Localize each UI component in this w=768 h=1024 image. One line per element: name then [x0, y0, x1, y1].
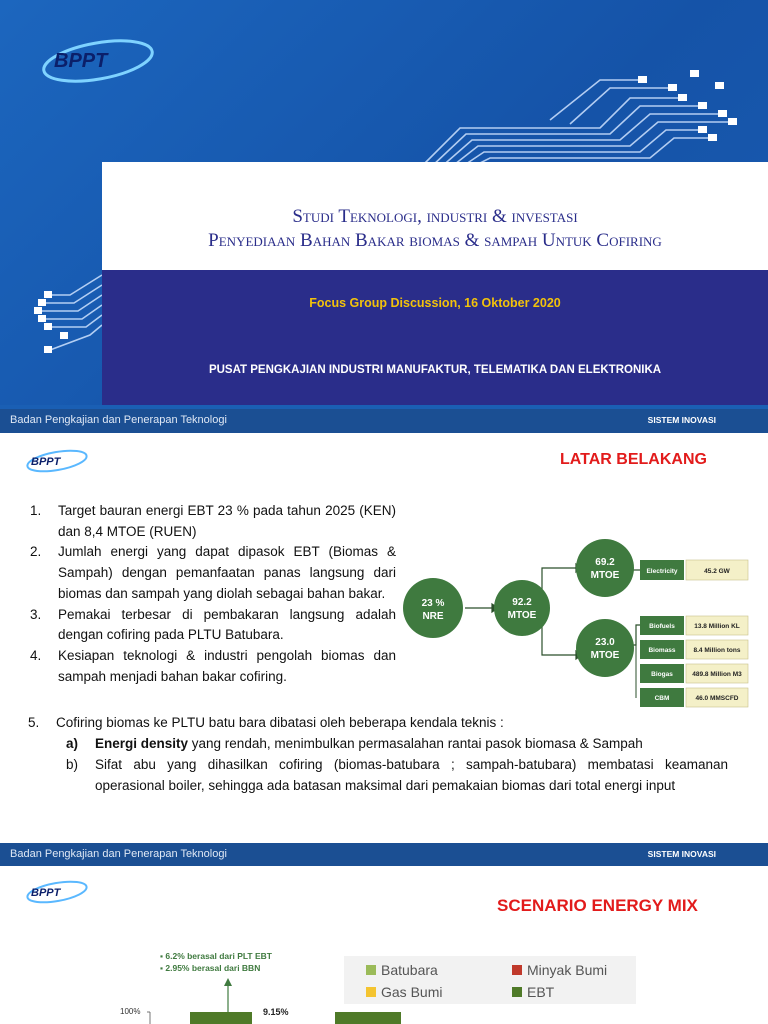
- lower-item: [640, 688, 748, 707]
- item-label: Biofuels: [649, 623, 675, 630]
- svg-text:BPPT: BPPT: [31, 456, 61, 468]
- circuit-decoration: [400, 60, 760, 170]
- lower-value: 23.0: [595, 637, 615, 648]
- list-item: [30, 501, 396, 542]
- item-label: Biomass: [648, 647, 676, 654]
- svg-text:BPPT: BPPT: [31, 887, 61, 899]
- note-text: 2.95% berasal dari BBN: [165, 963, 261, 973]
- legend-label: EBT: [527, 984, 555, 1000]
- legend-item: [366, 984, 442, 1000]
- legend: [344, 956, 636, 1004]
- footer-program: SISTEM INOVASI: [647, 415, 716, 425]
- footer-org: Badan Pengkajian dan Penerapan Teknologi: [10, 414, 227, 426]
- item-value: 489.8 Million M3: [692, 671, 742, 678]
- numbered-list: [30, 501, 396, 687]
- list-text: Pemakai terbesar di pembakaran langsung adalah dengan cofiring pada PLTU Batubara.: [58, 606, 396, 643]
- lower-circle: [576, 619, 634, 677]
- legend-swatch: [366, 987, 376, 997]
- legend-swatch: [366, 965, 376, 975]
- svg-text:BPPT: BPPT: [54, 50, 108, 72]
- list-item-5: [28, 713, 748, 734]
- note-text: 6.2% berasal dari PLT EBT: [165, 951, 272, 961]
- slide1-footer: [0, 409, 768, 433]
- total-unit: MTOE: [507, 610, 537, 621]
- arrow-head: [224, 978, 232, 986]
- item-label: CBM: [654, 695, 670, 702]
- nre-label: NRE: [422, 611, 444, 622]
- footer-program: SISTEM INOVASI: [647, 849, 716, 859]
- sub-letter: b): [66, 757, 79, 772]
- sub-item-a: [66, 734, 756, 755]
- item-label: Biogas: [651, 671, 673, 678]
- list-text: Cofiring biomas ke PLTU batu bara dibatasi oleh beberapa kendala teknis :: [56, 715, 504, 730]
- slide-title: LATAR BELAKANG: [560, 451, 707, 468]
- note: ▪ 6.2% berasal dari PLT EBT: [160, 951, 272, 961]
- nre-value: 23 %: [421, 598, 445, 609]
- y-tick-label: 100%: [120, 1007, 141, 1016]
- legend-label: Minyak Bumi: [527, 962, 608, 978]
- title-slide: [0, 0, 768, 433]
- slide2-footer: [0, 843, 768, 867]
- total-value: 92.2: [512, 597, 532, 608]
- lower-item: [640, 664, 748, 683]
- list-item: [30, 646, 396, 687]
- legend-label: Gas Bumi: [381, 984, 443, 1000]
- upper-value: 69.2: [595, 557, 615, 568]
- legend-item: [366, 962, 438, 978]
- legend-swatch: [512, 987, 522, 997]
- center-label: PUSAT PENGKAJIAN INDUSTRI MANUFAKTUR, TELEMATIKA DAN ELEKTRONIKA: [208, 364, 662, 376]
- list-text: Target bauran energi EBT 23 % pada tahun 2025 (KEN) dan 8,4 MTOE (RUEN): [58, 503, 396, 539]
- bar-label: 9.15%: [263, 1007, 289, 1017]
- sub-letter: a): [66, 736, 79, 751]
- list-number: 1.: [30, 503, 42, 518]
- sub-text: Sifat abu yang dihasilkan cofiring (biomas-batubara ; sampah-batubara) membatasi keamanan operasional boiler, sehingga ada batasan maksimal dari pemakaian biomas dari total energi input: [95, 757, 728, 793]
- item-label: Electricity: [646, 568, 678, 575]
- sub-item-b: [66, 755, 728, 796]
- list-number: 5.: [28, 715, 40, 730]
- bppt-logo: [24, 878, 90, 911]
- notes: [160, 950, 272, 974]
- total-circle: [494, 580, 550, 636]
- list-text: Jumlah energi yang dapat dipasok EBT (Biomas & Sampah) dengan pemanfaatan panas langsung dari biomas dan sampah yang diolah sebagai bahan bakar.: [58, 544, 396, 601]
- footer-org: Badan Pengkajian dan Penerapan Teknologi: [10, 848, 227, 860]
- energy-mix-slide: [0, 866, 768, 1024]
- event-label: Focus Group Discussion, 16 Oktober 2020: [309, 296, 561, 310]
- bar: [190, 1012, 252, 1024]
- list-item: [30, 542, 396, 604]
- note: ▪ 2.95% berasal dari BBN: [160, 963, 261, 973]
- legend-swatch: [512, 965, 522, 975]
- bar: [335, 1012, 401, 1024]
- legend-item: [512, 962, 607, 978]
- circuit-decoration-left: [30, 270, 110, 370]
- title-line-2: Penyediaan Bahan Bakar biomas & sampah Untuk Cofiring: [208, 230, 662, 251]
- sub-text: yang rendah, menimbulkan permasalahan rantai pasok biomasa & Sampah: [188, 736, 643, 751]
- item-value: 8.4 Million tons: [693, 647, 741, 654]
- upper-item: [640, 560, 748, 580]
- list-number: 2.: [30, 544, 42, 560]
- list-item: [30, 605, 396, 646]
- item-value: 13.8 Million KL: [694, 623, 740, 630]
- bppt-logo: [24, 447, 90, 480]
- legend-item: [512, 984, 554, 1000]
- list-text: Kesiapan teknologi & industri pengolah biomas dan sampah menjadi bahan bakar cofiring.: [58, 647, 396, 684]
- list-number: 3.: [30, 606, 42, 622]
- background-slide: [0, 433, 768, 860]
- upper-circle: [576, 539, 634, 597]
- list-number: 4.: [30, 647, 42, 663]
- subtitle-band: [102, 270, 768, 405]
- lower-item: [640, 640, 748, 659]
- item-value: 45.2 GW: [704, 568, 730, 575]
- item-value: 46.0 MMSCFD: [695, 695, 739, 702]
- lower-item: [640, 616, 748, 635]
- title-line-1: Studi Teknologi, industri & investasi: [292, 206, 578, 227]
- bppt-logo: [40, 36, 158, 91]
- energy-diagram: [400, 533, 760, 723]
- slide-title: SCENARIO ENERGY MIX: [497, 896, 698, 915]
- sub-bold-text: Energi density: [95, 736, 189, 751]
- upper-unit: MTOE: [590, 570, 620, 581]
- lower-unit: MTOE: [590, 650, 620, 661]
- legend-label: Batubara: [381, 962, 438, 978]
